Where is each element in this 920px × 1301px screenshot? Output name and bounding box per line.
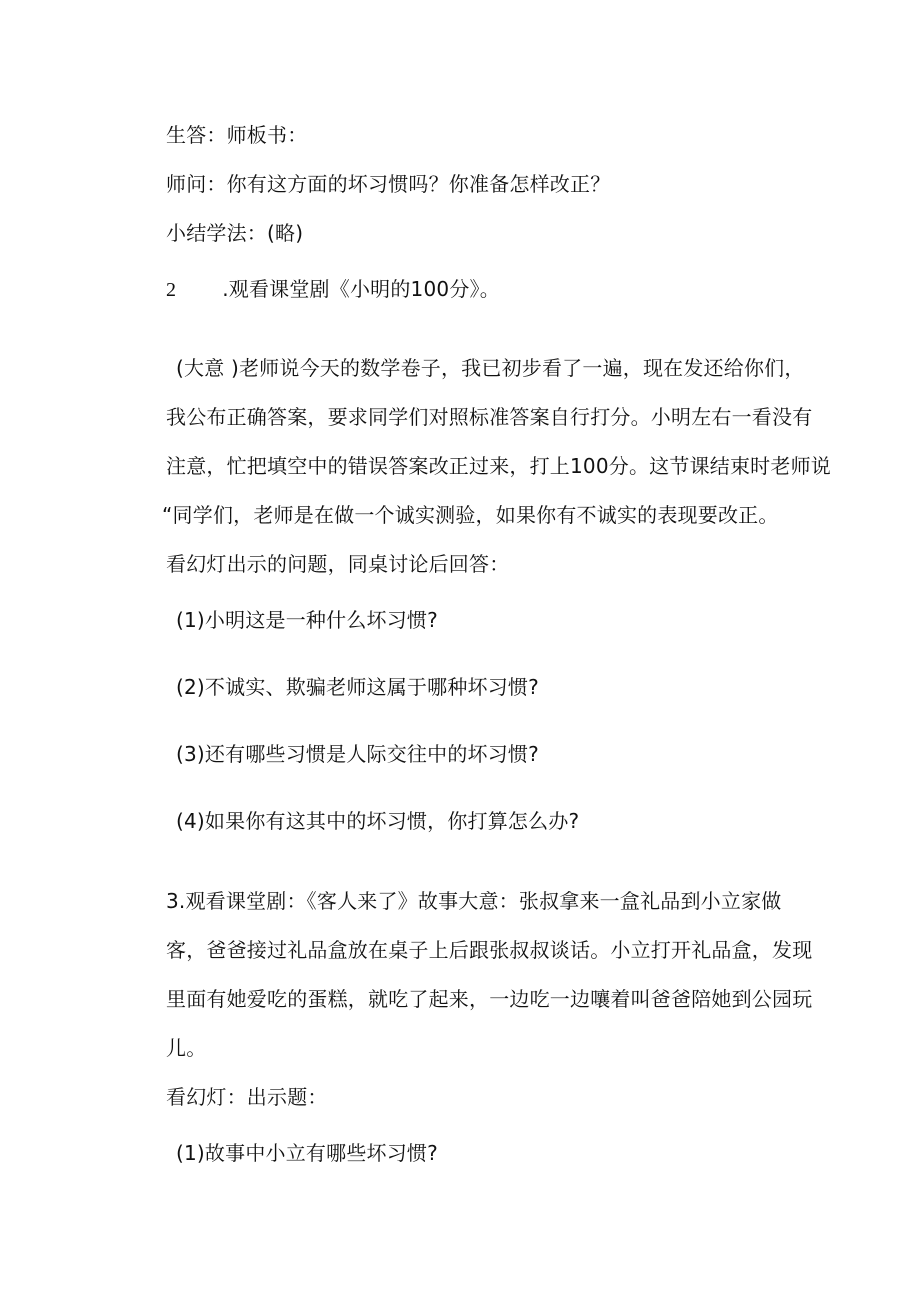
paragraph-2-line-3: 里面有她爱吃的蛋糕，就吃了起来，一边吃一边嚷着叫爸爸陪她到公园玩 [166,987,813,1011]
student-answer-line: 生答：师板书： [166,123,308,147]
section-2-heading [166,276,500,303]
paragraph-2-line-4: 儿。 [166,1036,207,1060]
paragraph-1-line-1: (大意 )老师说今天的数学卷子，我已初步看了一遍，现在发还给你们， [176,356,805,380]
section-2-title: .观看课堂剧《小明的100分》。 [222,277,500,301]
paragraph-2-line-1: 3.观看课堂剧：《客人来了》故事大意：张叔拿来一盒礼品到小立家做 [166,889,782,913]
teacher-question-line: 师问：你有这方面的坏习惯吗？你准备怎样改正？ [166,172,611,196]
prompt-2: 看幻灯：出示题： [166,1085,328,1109]
section-2-number: 2 [166,279,177,301]
question-1-3: (3)还有哪些习惯是人际交往中的坏习惯? [176,742,539,766]
paragraph-1-line-2: 我公布正确答案，要求同学们对照标准答案自行打分。小明左右一看没有 [166,405,813,429]
paragraph-2-line-2: 客，爸爸接过礼品盒放在桌子上后跟张叔叔谈话。小立打开礼品盒，发现 [166,938,813,962]
question-1-1: (1)小明这是一种什么坏习惯? [176,608,438,632]
question-1-2: (2)不诚实、欺骗老师这属于哪种坏习惯? [176,675,539,699]
question-1-4: (4)如果你有这其中的坏习惯，你打算怎么办? [176,809,580,833]
question-2-1: (1)故事中小立有哪些坏习惯? [176,1141,438,1165]
paragraph-1-line-3: 注意，忙把填空中的错误答案改正过来，打上100分。这节课结束时老师说 [166,454,831,478]
paragraph-1-line-4: “同学们，老师是在做一个诚实测验，如果你有不诚实的表现要改正。 [162,503,779,527]
summary-line: 小结学法：(略) [166,221,304,245]
prompt-1: 看幻灯出示的问题，同桌讨论后回答： [166,552,510,576]
